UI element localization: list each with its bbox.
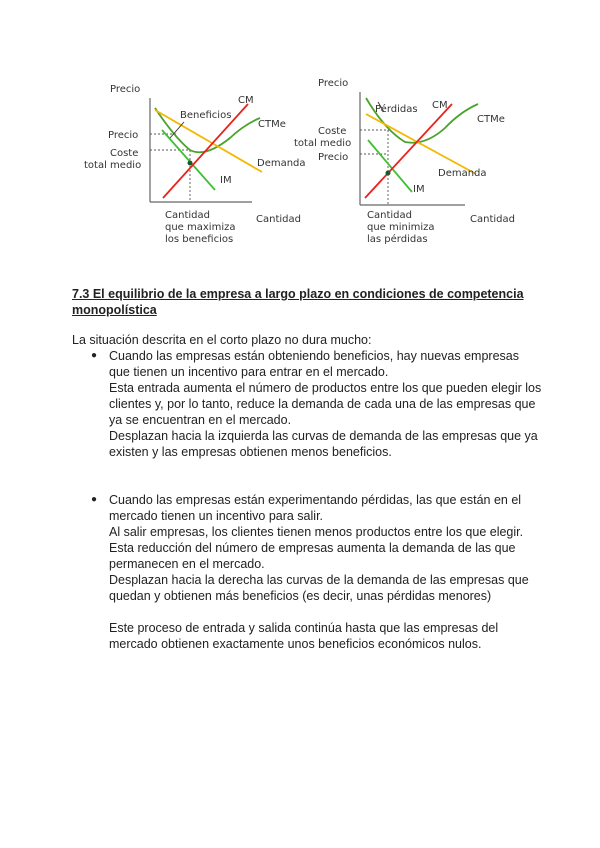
curve-label-demand: Demanda [257,158,306,169]
bullet-line: permanecen en el mercado. [109,557,265,571]
y-axis-label: Precio [318,78,349,89]
im-curve [368,140,412,192]
bullet-line: mercado tienen un incentivo para salir. [109,509,324,523]
section-heading [72,286,542,318]
area-pointer [170,122,184,138]
figure-losses [294,78,515,245]
curve-label-cm: CM [432,100,448,111]
bullet-line: Esta entrada aumenta el número de productos entre los que pueden elegir los [109,381,542,395]
bullet-line: existen y las empresas obtienen menos beneficios. [109,445,392,459]
figure-profits [84,84,306,245]
bullet-losses [72,492,542,652]
y-axis-label: Precio [110,84,141,95]
x-axis-label: Cantidad [256,214,301,225]
cost-label-2: total medio [84,160,142,171]
heading-line-2: monopolística [72,303,157,317]
demand-curve [366,114,476,174]
im-curve [162,130,215,190]
bullet-line: Esta reducción del número de empresas aumenta la demanda de las que [109,541,516,555]
curve-label-im: IM [220,175,232,186]
bullet-line: Desplazan hacia la izquierda las curvas de demanda de las empresas que ya [109,429,538,443]
curve-label-im: IM [413,184,425,195]
curve-label-demand: Demanda [438,168,487,179]
bullet-line: clientes y, por lo tanto, reduce la demanda de cada una de las empresas que [109,397,536,411]
bullet-line: quedan y obtienen más beneficios (es decir, unas pérdidas menores) [109,589,492,603]
price-label: Precio [318,152,349,163]
bullet-line: Al salir empresas, los clientes tienen menos productos entre los que elegir. [109,525,524,539]
closing-line: Este proceso de entrada y salida continúa hasta que las empresas del [109,621,499,635]
bullet-line: Desplazan hacia la derecha las curvas de la demanda de las empresas que [109,573,529,587]
closing-line: mercado obtienen exactamente unos beneficios económicos nulos. [109,637,482,651]
quantity-label-2: que minimiza [367,222,435,233]
cost-curve-figures [0,0,600,260]
spacer [72,460,542,476]
quantity-label-3: las pérdidas [367,234,428,245]
quantity-label-1: Cantidad [367,210,412,221]
equilibrium-point [386,171,391,176]
bullet-profits [72,348,542,460]
bullet-dot: ● [91,494,98,505]
bullet-line: Cuando las empresas están experimentando pérdidas, las que están en el [109,493,522,507]
intro-paragraph: La situación descrita en el corto plazo no dura mucho: [72,333,372,347]
curve-label-ctme: CTMe [477,114,505,125]
bullet-dot: ● [91,350,98,361]
x-axis-label: Cantidad [470,214,515,225]
area-label: Beneficios [180,110,232,121]
bullet-line: Cuando las empresas están obteniendo beneficios, hay nuevas empresas [109,349,519,363]
bullet-line: que tienen un incentivo para entrar en el mercado. [109,365,389,379]
equilibrium-point [188,161,193,166]
area-label: Pérdidas [375,104,418,115]
cost-label-2: total medio [294,138,352,149]
curve-label-cm: CM [238,95,254,106]
quantity-label-1: Cantidad [165,210,210,221]
cost-label-1: Coste [318,126,347,137]
heading-line-1: 7.3 El equilibrio de la empresa a largo plazo en condiciones de competencia [72,287,524,301]
quantity-label-2: que maximiza [165,222,236,233]
curve-label-ctme: CTMe [258,119,286,130]
spacer [72,476,542,492]
quantity-label-3: los beneficios [165,234,234,245]
cost-label-1: Coste [110,148,139,159]
bullet-list [72,348,542,652]
spacer [109,604,542,620]
price-label: Precio [108,130,139,141]
bullet-line: ya se encuentran en el mercado. [109,413,292,427]
